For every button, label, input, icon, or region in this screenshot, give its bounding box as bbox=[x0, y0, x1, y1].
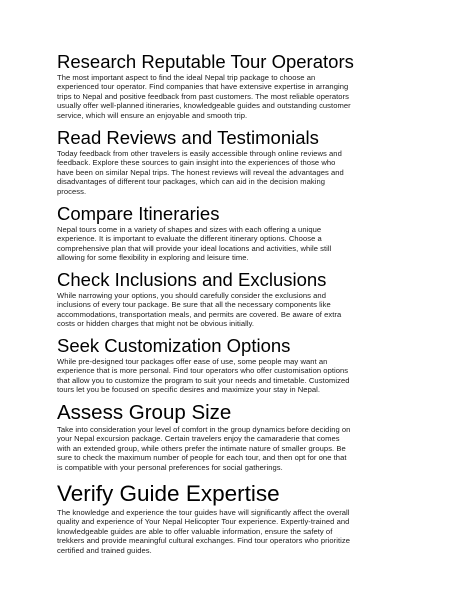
body-line: experience that is more personal. Find tour operators who offer customisation options bbox=[57, 366, 349, 376]
body-line: that allow you to customize the program to suit your needs and timetable. Customized bbox=[57, 375, 350, 385]
section-itineraries bbox=[57, 205, 427, 263]
section-reviews bbox=[57, 129, 427, 196]
section-heading: Assess Group Size bbox=[57, 401, 232, 424]
section-guide-expertise bbox=[57, 483, 427, 555]
body-line: Take into consideration your level of comfort in the group dynamics before deciding on bbox=[57, 424, 351, 434]
body-line: disadvantages of different tour packages, which can aid in the decision making bbox=[57, 177, 326, 187]
body-line: is compatible with your personal preferences for social gatherings. bbox=[57, 462, 283, 472]
section-body bbox=[57, 149, 427, 197]
body-line: The knowledge and experience the tour guides have will significantly affect the overall bbox=[57, 507, 350, 517]
section-group-size bbox=[57, 403, 427, 472]
section-body bbox=[57, 425, 427, 473]
section-body bbox=[57, 508, 427, 556]
body-line: While pre-designed tour packages offer ease of use, some people may want an bbox=[57, 356, 328, 366]
body-line: allowing for some flexibility in exploring and leisure time. bbox=[57, 253, 249, 263]
section-body bbox=[57, 73, 427, 121]
body-line: experienced tour operator. Find companies that have extensive expertise in arranging bbox=[57, 82, 349, 92]
body-line: trips to Nepal and positive feedback from past customers. The most reliable operators bbox=[57, 91, 349, 101]
body-line: knowledgeable guides are able to offer valuable information, ensure the safety of bbox=[57, 526, 333, 536]
body-line: quality and experience of Your Nepal Helicopter Tour experience. Expertly-trained and bbox=[57, 517, 350, 527]
body-line: The most important aspect to find the ideal Nepal trip package to choose an bbox=[57, 72, 316, 82]
body-line: inclusions of every tour package. Be sure that all the necessary components like bbox=[57, 300, 331, 310]
body-line: While narrowing your options, you should carefully consider the exclusions and bbox=[57, 290, 326, 300]
body-line: comprehensive plan that will provide your ideal locations and activities, while still bbox=[57, 243, 332, 253]
body-line: have been on similar Nepal trips. The honest reviews will reveal the advantages and bbox=[57, 167, 344, 177]
body-line: experience. It is important to evaluate the different itinerary options. Choose a bbox=[57, 234, 322, 244]
body-line: Today feedback from other travelers is easily accessible through online reviews and bbox=[57, 148, 342, 158]
body-line: certified and trained guides. bbox=[57, 545, 152, 555]
body-line: tours let you be focused on specific desires and maximize your stay in Nepal. bbox=[57, 385, 321, 395]
body-line: with an extended group, while others prefer the intimate nature of smaller groups. Be bbox=[57, 443, 346, 453]
section-heading: Seek Customization Options bbox=[57, 335, 291, 356]
body-line: process. bbox=[57, 186, 87, 196]
section-body bbox=[57, 357, 427, 395]
body-line: costs or hidden charges that might not be obvious initially. bbox=[57, 319, 255, 329]
body-line: accommodations, transportation meals, and permits are covered. Be aware of extra bbox=[57, 309, 342, 319]
section-inclusions bbox=[57, 271, 427, 329]
body-line: trekkers and provide meaningful cultural exchanges. Find tour operators who prioritize bbox=[57, 536, 351, 546]
body-line: service, which will ensure an enjoyable and smooth trip. bbox=[57, 110, 248, 120]
section-heading: Research Reputable Tour Operators bbox=[57, 51, 354, 72]
section-body bbox=[57, 291, 427, 329]
section-heading: Read Reviews and Testimonials bbox=[57, 127, 319, 148]
body-line: sure to check the maximum number of people for each tour, and then opt for one that bbox=[57, 453, 347, 463]
body-line: usually offer well-planned itineraries, knowledgeable guides and outstanding customer bbox=[57, 101, 351, 111]
section-heading: Compare Itineraries bbox=[57, 203, 220, 224]
section-body bbox=[57, 225, 427, 263]
body-line: feedback. Explore these sources to gain insight into the experiences of those who bbox=[57, 158, 336, 168]
section-customization bbox=[57, 337, 427, 395]
body-line: your Nepal excursion package. Certain travelers enjoy the camaraderie that comes bbox=[57, 434, 340, 444]
section-research-operators bbox=[57, 53, 427, 120]
body-line: Nepal tours come in a variety of shapes and sizes with each offering a unique bbox=[57, 224, 322, 234]
section-heading: Check Inclusions and Exclusions bbox=[57, 269, 327, 290]
section-heading: Verify Guide Expertise bbox=[57, 481, 280, 506]
